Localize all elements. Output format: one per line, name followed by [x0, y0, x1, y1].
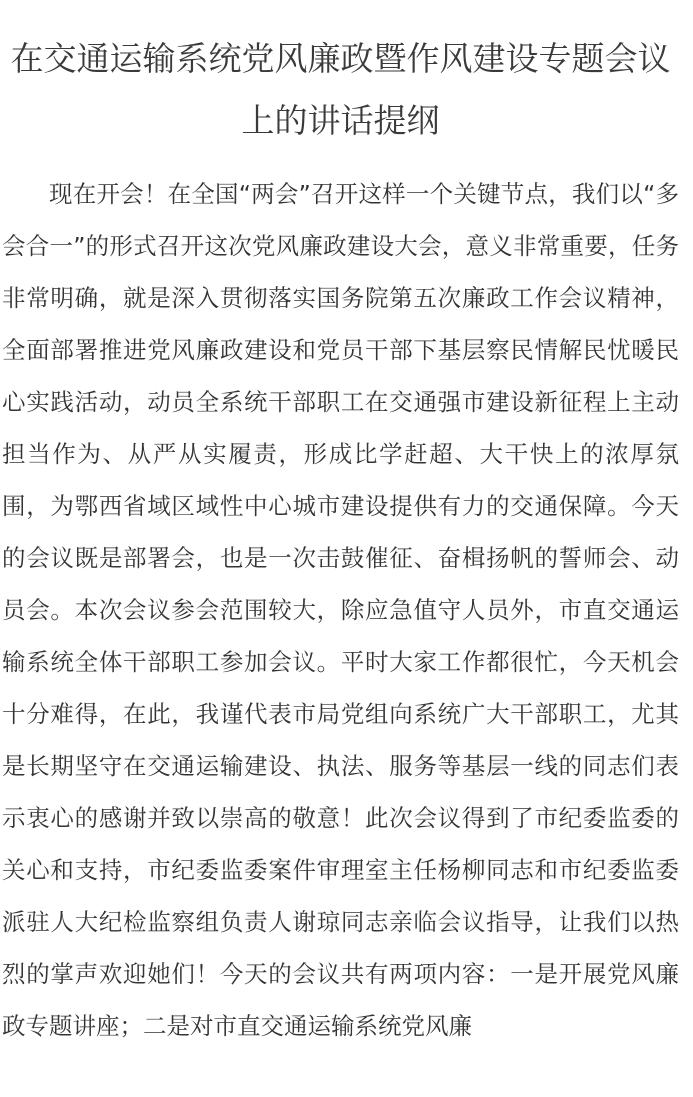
- document-title: 在交通运输系统党风廉政暨作风建设专题会议上的讲话提纲: [10, 39, 671, 140]
- document-body-paragraph: 现在开会！在全国“两会”召开这样一个关键节点，我们以“多会合一”的形式召开这次党风廉政建设大会，意义非常重要，任务非常明确，就是深入贯彻落实国务院第五次廉政工作会议精神，全面部署推进党风廉政建设和党员干部下基层察民情解民忧暖民心实践活动，动员全系统干部职工在交通强市建设新征程上主动担当作为、从严从实履责，形成比学赶超、大干快上的浓厚氛围，为鄂西省域区域性中心城市建设提供有力的交通保障。今天的会议既是部署会，也是一次击鼓催征、奋楫扬帆的誓师会、动员会。本次会议参会范围较大，除应急值守人员外，市直交通运输系统全体干部职工参加会议。平时大家工作都很忙，今天机会十分难得，在此，我谨代表市局党组向系统广大干部职工，尤其是长期坚守在交通运输建设、执法、服务等基层一线的同志们表示衷心的感谢并致以崇高的敬意！此次会议得到了市纪委监委的关心和支持，市纪委监委案件审理室主任杨柳同志和市纪委监委派驻人大纪检监察组负责人谢琼同志亲临会议指导，让我们以热烈的掌声欢迎她们！今天的会议共有两项内容：一是开展党风廉政专题讲座；二是对市直交通运输系统党风廉: [2, 180, 679, 1040]
